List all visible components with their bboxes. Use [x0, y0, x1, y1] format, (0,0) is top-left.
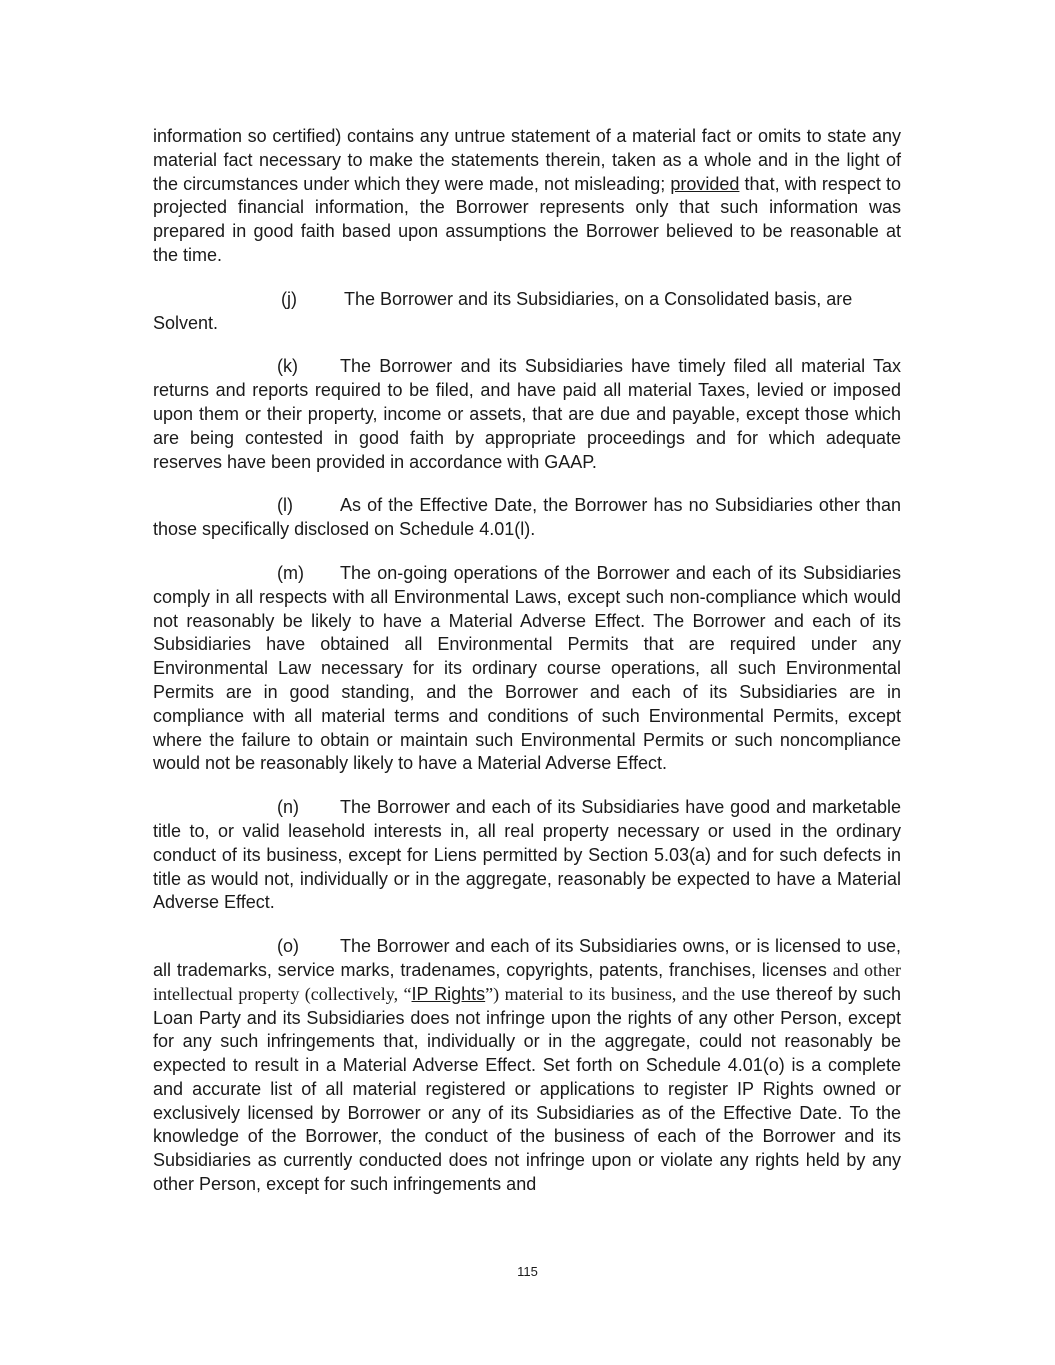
- paragraph-j: [153, 288, 901, 336]
- para-n-label: (n): [277, 797, 299, 818]
- document-page: [153, 125, 901, 1217]
- para-k-text: The Borrower and its Subsidiaries have timely filed all material Tax returns and reports required to be filed, and have paid all material Taxes, levied or imposed upon them or their property, income or assets, that are due and payable, except those which are being contested in good faith by appropriate proceedings and for which adequate reserves have been provided in accordance with GAAP.: [153, 356, 901, 472]
- paragraph-o: [153, 935, 901, 1197]
- para-o-label: (o): [277, 936, 299, 957]
- para-i-text-before: information so certified) contains any untrue statement of a material fact or omits to state any material fact necessary to make the statements therein, taken as a whole and in the light of the circumstances under which they were made, not misleading;: [153, 126, 901, 194]
- para-m-text: The on-going operations of the Borrower and each of its Subsidiaries comply in all respects with all Environmental Laws, except such non-compliance which would not reasonably be likely to have a Material Adverse Effect. The Borrower and each of its Subsidiaries have obtained all Environmental Permits that are required under any Environmental Law necessary for its ordinary course operations, all such Environmental Permits are in good standing, and the Borrower and each of its Subsidiaries are in compliance with all material terms and conditions of such Environmental Permits, except where the failure to obtain or maintain such Environmental Permits or such noncompliance would not be reasonably likely to have a Material Adverse Effect.: [153, 562, 901, 774]
- para-j-label: (j): [281, 288, 297, 309]
- para-i-text-after: that, with respect to projected financial information, the Borrower represents only that such information was prepared in good faith based upon assumptions the Borrower believed to be reasonable at the time.: [153, 173, 901, 265]
- para-n-text: The Borrower and each of its Subsidiaries have good and marketable title to, or valid leasehold interests in, all real property necessary or used in the ordinary conduct of its business, except for Liens permitted by Section 5.03(a) and for such defects in title as would not, individually or in the aggregate, reasonably be expected to have a Material Adverse Effect.: [153, 797, 901, 913]
- para-l-text: As of the Effective Date, the Borrower has no Subsidiaries other than those specifically disclosed on Schedule 4.01(l).: [153, 495, 901, 540]
- para-o-serif-after: ”) material to its business, and the: [485, 983, 736, 1004]
- paragraph-m: [153, 562, 901, 776]
- paragraph-k: [153, 355, 901, 474]
- page-number: 115: [517, 1264, 538, 1279]
- ip-rights-underlined: IP Rights: [411, 983, 486, 1004]
- paragraph-l: [153, 494, 901, 542]
- provided-underlined: provided: [670, 173, 740, 194]
- para-k-label: (k): [277, 356, 298, 377]
- para-j-text-line1: The Borrower and its Subsidiaries, on a Consolidated basis, are: [344, 288, 853, 309]
- para-j-first-line: [153, 288, 901, 312]
- para-m-label: (m): [277, 562, 304, 583]
- para-o-text-before: The Borrower and each of its Subsidiaries owns, or is licensed to use, all trademarks, service marks, tradenames, copyrights, patents, franchises, licenses: [153, 936, 901, 980]
- para-o-serif-before: and other intellectual property (collectively, “: [153, 959, 901, 1004]
- paragraph-n: [153, 796, 901, 915]
- para-o-text-after: use thereof by such Loan Party and its Subsidiaries does not infringe upon the rights of any other Person, except for any such infringements that, individually or in the aggregate, could not reasonably be expected to result in a Material Adverse Effect. Set forth on Schedule 4.01(o) is a complete and accurate list of all material registered or applications to register IP Rights owned or exclusively licensed by Borrower or any of its Subsidiaries as of the Effective Date. To the knowledge of the Borrower, the conduct of the business of each of the Borrower and its Subsidiaries as currently conducted does not infringe upon or violate any rights held by any other Person, except for such infringements and: [153, 983, 902, 1195]
- para-j-text-line2: Solvent.: [153, 312, 219, 333]
- paragraph-i-continuation: [153, 125, 901, 268]
- para-l-label: (l): [277, 495, 293, 516]
